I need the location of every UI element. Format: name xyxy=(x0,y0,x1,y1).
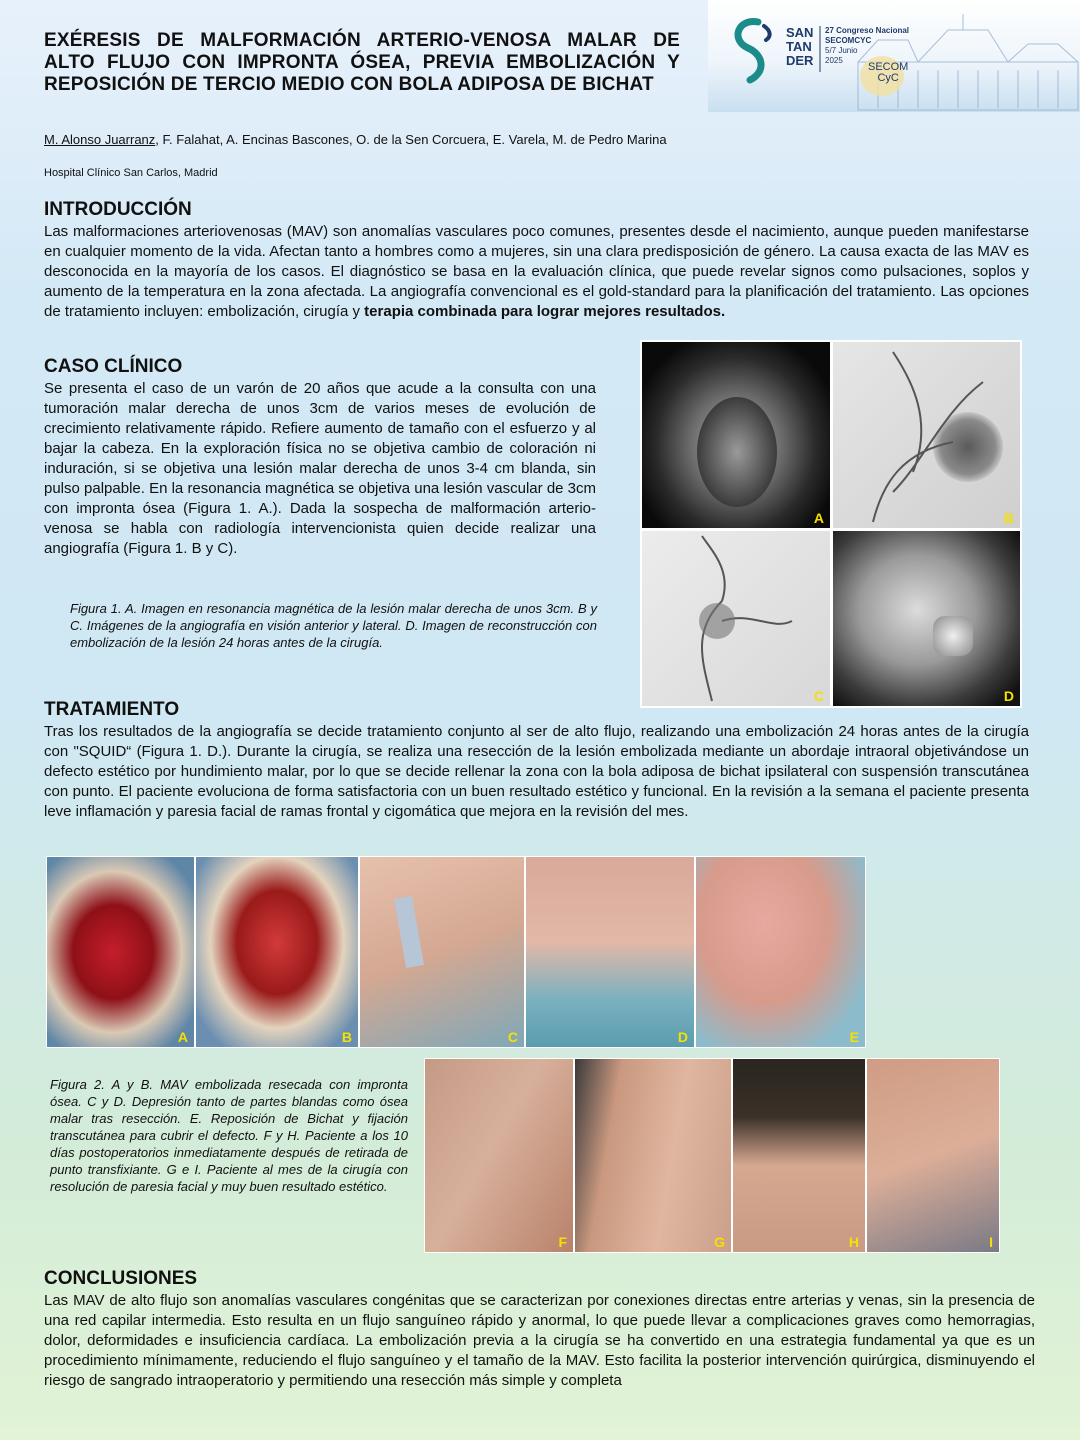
logo-badge-1: SECOM xyxy=(868,61,909,73)
figure2-bottom-row xyxy=(424,1058,1000,1253)
figure2-caption: Figura 2. A y B. MAV embolizada resecada con impronta ósea. C y D. Depresión tanto de partes blandas como ósea malar tras resección. E. Reposición de Bichat y fijación transcutánea para cubrir el defecto. F y H. Paciente a los 10 días postoperatorios inmediatamente después de retirada de punto transfixiante. G e I. Paciente al mes de la cirugía con resolución de paresia facial y muy buen resultado estético. xyxy=(50,1077,408,1194)
figure2-label-b: B xyxy=(341,1029,352,1045)
case-text: Se presenta el caso de un varón de 20 años que acude a la consulta con una tumoración malar derecha de unos 3cm de varios meses de evolución de crecimiento relativamente rápido. Refiere aumento de tamaño con el esfuerzo y al bajar la cabeza. En la exploración física no se objetiva cambio de coloración ni induración, si se objetiva una lesión malar derecha de unos 3-4 cm blanda, sin pulso palpable. En la resonancia magnética se objetiva una lesión vascular de 3cm con impronta ósea (Figura 1. A.). Dada la sospecha de malformación arterio-venosa se habla con radiología intervencionista quien decide realizar una angiografía (Figura 1. B y C). xyxy=(44,380,597,557)
figure1-angiography-lateral xyxy=(641,530,831,707)
intro-heading: INTRODUCCIÓN xyxy=(44,199,192,220)
logo-year: 2025 xyxy=(825,56,843,65)
figure2-label-a: A xyxy=(177,1029,188,1045)
figure2-photo-d xyxy=(525,856,695,1048)
vessel-lines xyxy=(833,342,1021,529)
figure1-angiography-anterior xyxy=(832,341,1021,529)
figure2-label-h: H xyxy=(848,1234,859,1250)
surgical-strip xyxy=(394,896,424,968)
figure1-mri-panel xyxy=(641,341,831,529)
figure2-photo-b xyxy=(195,856,359,1048)
intro-body: Las malformaciones arteriovenosas (MAV) son anomalías vasculares poco comunes, presentes desde el nacimiento, aunque pueden manifestarse en cualquier momento de la vida. Afectan tanto a hombres como a mujeres, sin una clara predisposición de género. La causa exacta de las MAV es desconocida en la mayoría de los casos. El diagnóstico se basa en la evaluación clínica, que puede revelar signos como pulsaciones, soplos y aumento de la temperatura en la zona afectada. La angiografía convencional es el gold-standard para la planificación del tratamiento. Las opciones de tratamiento incluyen: embolización, cirugía y xyxy=(44,223,1029,320)
figure2-photo-h xyxy=(732,1058,866,1253)
conclusions-heading: CONCLUSIONES xyxy=(44,1268,198,1289)
vessel-lines-lateral xyxy=(642,531,831,707)
author-list xyxy=(44,131,684,148)
intro-bold: terapia combinada para lograr mejores resultados. xyxy=(364,303,726,320)
other-authors: , F. Falahat, A. Encinas Bascones, O. de la Sen Corcuera, E. Varela, M. de Pedro Marina xyxy=(155,132,667,147)
figure2-label-d: D xyxy=(677,1029,688,1045)
figure2-photo-c xyxy=(359,856,525,1048)
figure1-3d-reconstruction xyxy=(832,530,1021,707)
figure2-label-g: G xyxy=(714,1234,725,1250)
figure2-label-e: E xyxy=(849,1029,859,1045)
treatment-heading: TRATAMIENTO xyxy=(44,699,180,720)
figure1-caption: Figura 1. A. Imagen en resonancia magnética de la lesión malar derecha de unos 3cm. B y C. Imágenes de la angiografía en visión anterior y lateral. D. Imagen de reconstrucción con embolización de la lesión 24 horas antes de la cirugía. xyxy=(70,601,597,650)
case-heading: CASO CLÍNICO xyxy=(44,356,183,377)
figure2-top-row xyxy=(46,856,866,1048)
figure1-label-a: A xyxy=(813,510,824,526)
logo-badge-2: CyC xyxy=(877,72,899,84)
figure1-label-c: C xyxy=(813,688,824,704)
figure2-photo-a xyxy=(46,856,195,1048)
intro-text xyxy=(44,222,1029,322)
logo-city-line2: TAN xyxy=(786,39,812,54)
mri-brain-shape xyxy=(697,397,777,507)
first-author: M. Alonso Juarranz xyxy=(44,132,156,147)
congress-logo-banner xyxy=(708,0,1080,112)
figure2-photo-g xyxy=(574,1058,732,1253)
hospital-affiliation: Hospital Clínico San Carlos, Madrid xyxy=(44,167,218,179)
figure2-label-c: C xyxy=(507,1029,518,1045)
conclusions-text: Las MAV de alto flujo son anomalías vasculares congénitas que se caracterizan por conexiones directas entre arterias y venas, sin la presencia de una red capilar intermedia. Esto resulta en un flujo sanguíneo rápido y anormal, lo que puede llevar a complicaciones graves como hemorragias, dolor, deformidades e insuficiencia cardíaca. La embolización previa a la cirugía se ha convertido en una estrategia fundamental ya que es un procedimiento mínimamente, reduciendo el flujo sanguíneo y el tamaño de la MAV. Esto facilita la posterior intervención quirúrgica, disminuyendo el riesgo de sangrado intraoperatorio y permitiendo una resección más simple y completa xyxy=(44,1292,1035,1389)
logo-city-line1: SAN xyxy=(786,25,814,40)
figure2-photo-i xyxy=(866,1058,1000,1253)
logo-dates: 5/7 Junio xyxy=(825,46,858,55)
figure2-photo-f xyxy=(424,1058,574,1253)
logo-city-line3: DER xyxy=(786,53,814,68)
figure2-label-i: I xyxy=(989,1234,993,1250)
treatment-text: Tras los resultados de la angiografía se decide tratamiento conjunto al ser de alto flujo, realizando una embolización 24 horas antes de la cirugía con "SQUID“ (Figura 1. D.). Durante la cirugía, se realiza una resección de la lesión embolizada mediante un abordaje intraoral objetivándose un defecto estético por hundimiento malar, por lo que se decide rellenar la zona con la bola adiposa de bichat ipsilateral con suspensión transcutánea con punto. El paciente evoluciona de forma satisfactoria con un buen resultado estético y funcional. En la revisión a la semana el paciente presenta leve inflamación y paresia facial de ramas frontal y cigomática que mejora en la revisión del mes. xyxy=(44,723,1029,820)
poster-title: EXÉRESIS DE MALFORMACIÓN ARTERIO-VENOSA MALAR DE ALTO FLUJO CON IMPRONTA ÓSEA, PREVIA EMBOLIZACIÓN Y REPOSICIÓN DE TERCIO MEDIO CON BOLA ADIPOSA DE BICHAT xyxy=(44,30,680,95)
figure1-label-b: B xyxy=(1003,510,1014,526)
figure2-label-f: F xyxy=(558,1234,567,1250)
logo-congress: 27 Congreso Nacional xyxy=(825,26,910,35)
figure2-photo-e xyxy=(695,856,866,1048)
embolization-cast xyxy=(933,616,973,656)
figure1-label-d: D xyxy=(1003,688,1014,704)
santander-s-logo xyxy=(738,22,761,80)
figure1 xyxy=(640,340,1022,708)
logo-society: SECOMCYC xyxy=(825,36,872,45)
